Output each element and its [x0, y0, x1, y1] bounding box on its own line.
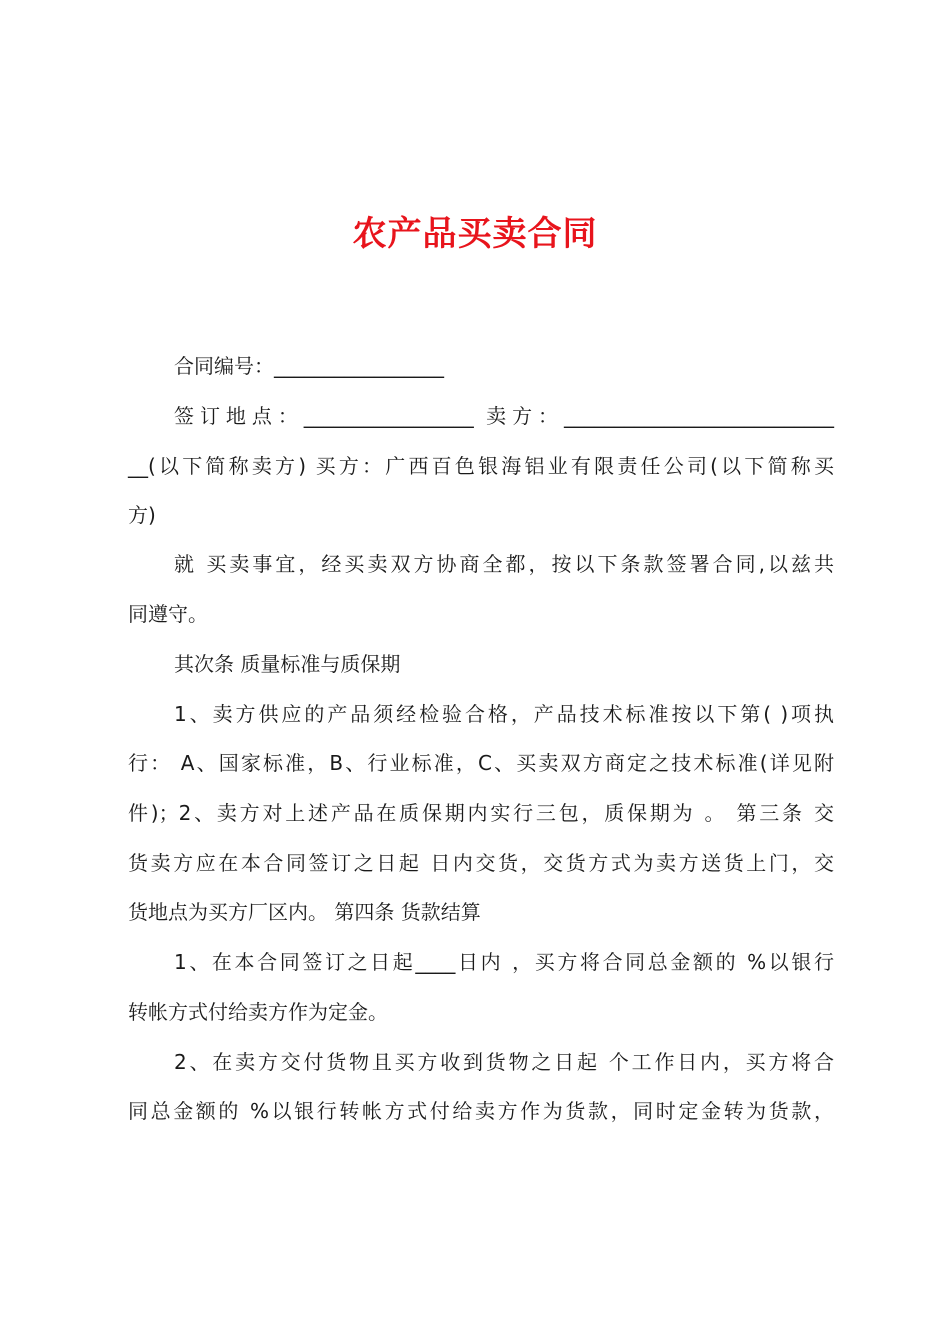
- preamble-line: 就 买卖事宜，经买卖双方协商全都，按以下条款签署合同,以兹共: [174, 552, 834, 576]
- payment-clause-1-line: 1、在本合同签订之日起____日内 ，买方将合同总金额的 %以银行: [174, 950, 834, 974]
- payment-clause-2-line: 2、在卖方交付货物且买方收到货物之日起 个工作日内，买方将合: [174, 1050, 834, 1074]
- clause-paragraph-line: 行： A、国家标准，B、行业标准，C、买卖双方商定之技术标准(详见附: [128, 751, 834, 775]
- clause-paragraph-line: 件)；2、卖方对上述产品在质保期内实行三包，质保期为 。 第三条 交: [128, 801, 834, 825]
- document-title: 农产品买卖合同: [352, 214, 598, 254]
- preamble-line-end: 同遵守。: [128, 602, 208, 626]
- payment-clause-1-line-end: 转帐方式付给卖方作为定金。: [128, 1000, 388, 1024]
- parties-line: __(以下简称卖方) 买方：广西百色银海铝业有限责任公司(以下简称买: [128, 454, 834, 478]
- contract-number-line: 合同编号：_________________: [174, 354, 444, 378]
- payment-clause-2-line: 同总金额的 %以银行转帐方式付给卖方作为货款，同时定金转为货款，: [128, 1099, 834, 1123]
- signing-place-line: 签订地点：_________________ 卖方：___________________________: [174, 404, 834, 428]
- parties-line-end: 方): [128, 503, 156, 527]
- section-heading-quality: 其次条 质量标准与质保期: [174, 652, 401, 676]
- clause-paragraph-line-end: 货地点为买方厂区内。 第四条 货款结算: [128, 900, 481, 924]
- clause-paragraph-line: 货卖方应在本合同签订之日起 日内交货，交货方式为卖方送货上门，交: [128, 851, 834, 875]
- clause-paragraph-line: 1、卖方供应的产品须经检验合格，产品技术标准按以下第( )项执: [174, 702, 834, 726]
